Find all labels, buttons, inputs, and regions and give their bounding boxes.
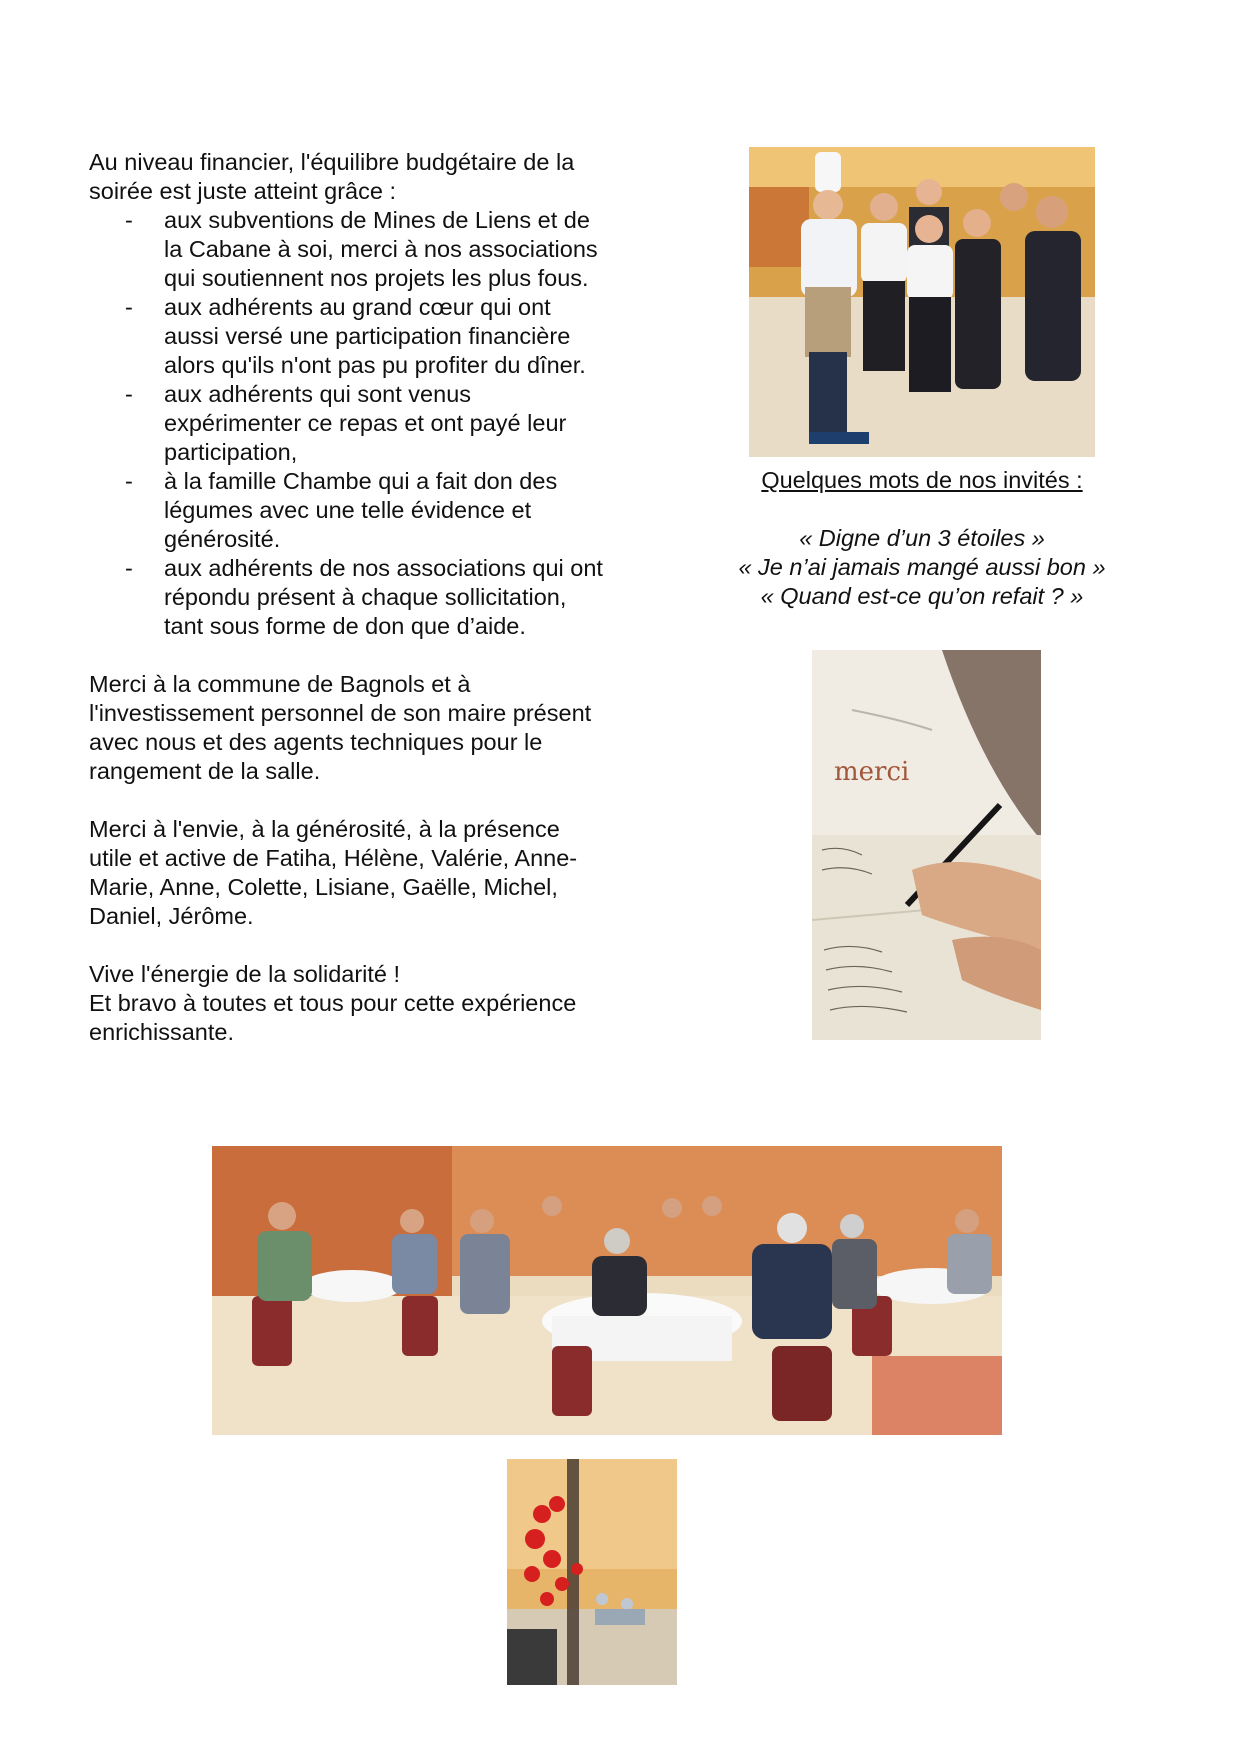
closing-line-2: Et bravo à toutes et tous pour cette expérience enrichissante. <box>89 990 577 1045</box>
flower-photo <box>507 1459 677 1685</box>
dash-bullet: - <box>125 468 133 494</box>
quotes-heading: Quelques mots de nos invités : <box>761 467 1083 493</box>
list-item: - aux adhérents au grand cœur qui ont aussi versé une participation financière alors qu'ils n'ont pas pu profiter du dîner. <box>125 294 586 378</box>
dining-room-photo <box>212 1146 1002 1435</box>
list-item: - aux adhérents de nos associations qui ont répondu présent à chaque sollicitation, tant sous forme de don que d’aide. <box>125 555 603 639</box>
list-item: - aux adhérents qui sont venus expérimenter ce repas et ont payé leur participation, <box>125 381 567 465</box>
dash-bullet: - <box>125 555 133 581</box>
dash-bullet: - <box>125 207 133 233</box>
guest-quotes <box>712 466 1132 611</box>
merci-word: merci <box>834 757 910 787</box>
quote-line: « Je n’ai jamais mangé aussi bon » <box>738 554 1106 580</box>
commune-paragraph: Merci à la commune de Bagnols et à l'investissement personnel de son maire présent avec nous et des agents techniques pour le rangement de la salle. <box>89 671 592 784</box>
thanks-list <box>89 206 609 641</box>
quote-line: « Digne d’un 3 étoiles » <box>799 525 1045 551</box>
dash-bullet: - <box>125 294 133 320</box>
volunteers-paragraph: Merci à l'envie, à la générosité, à la présence utile et active de Fatiha, Hélène, Valérie, Anne-Marie, Anne, Colette, Lisiane, Gaëlle, Michel, Daniel, Jérôme. <box>89 816 578 929</box>
quote-line: « Quand est-ce qu’on refait ? » <box>760 583 1084 609</box>
dash-bullet: - <box>125 381 133 407</box>
list-item: - aux subventions de Mines de Liens et de la Cabane à soi, merci à nos associations qui soutiennent nos projets les plus fous. <box>125 207 598 291</box>
closing-line-1: Vive l'énergie de la solidarité ! <box>89 961 401 987</box>
list-item: - à la famille Chambe qui a fait don des légumes avec une telle évidence et générosité. <box>125 468 558 552</box>
intro-paragraph: Au niveau financier, l'équilibre budgétaire de la soirée est juste atteint grâce : <box>89 149 575 204</box>
team-photo <box>749 147 1095 457</box>
financial-text-column <box>89 148 609 1047</box>
merci-writing-photo <box>812 650 1041 1040</box>
